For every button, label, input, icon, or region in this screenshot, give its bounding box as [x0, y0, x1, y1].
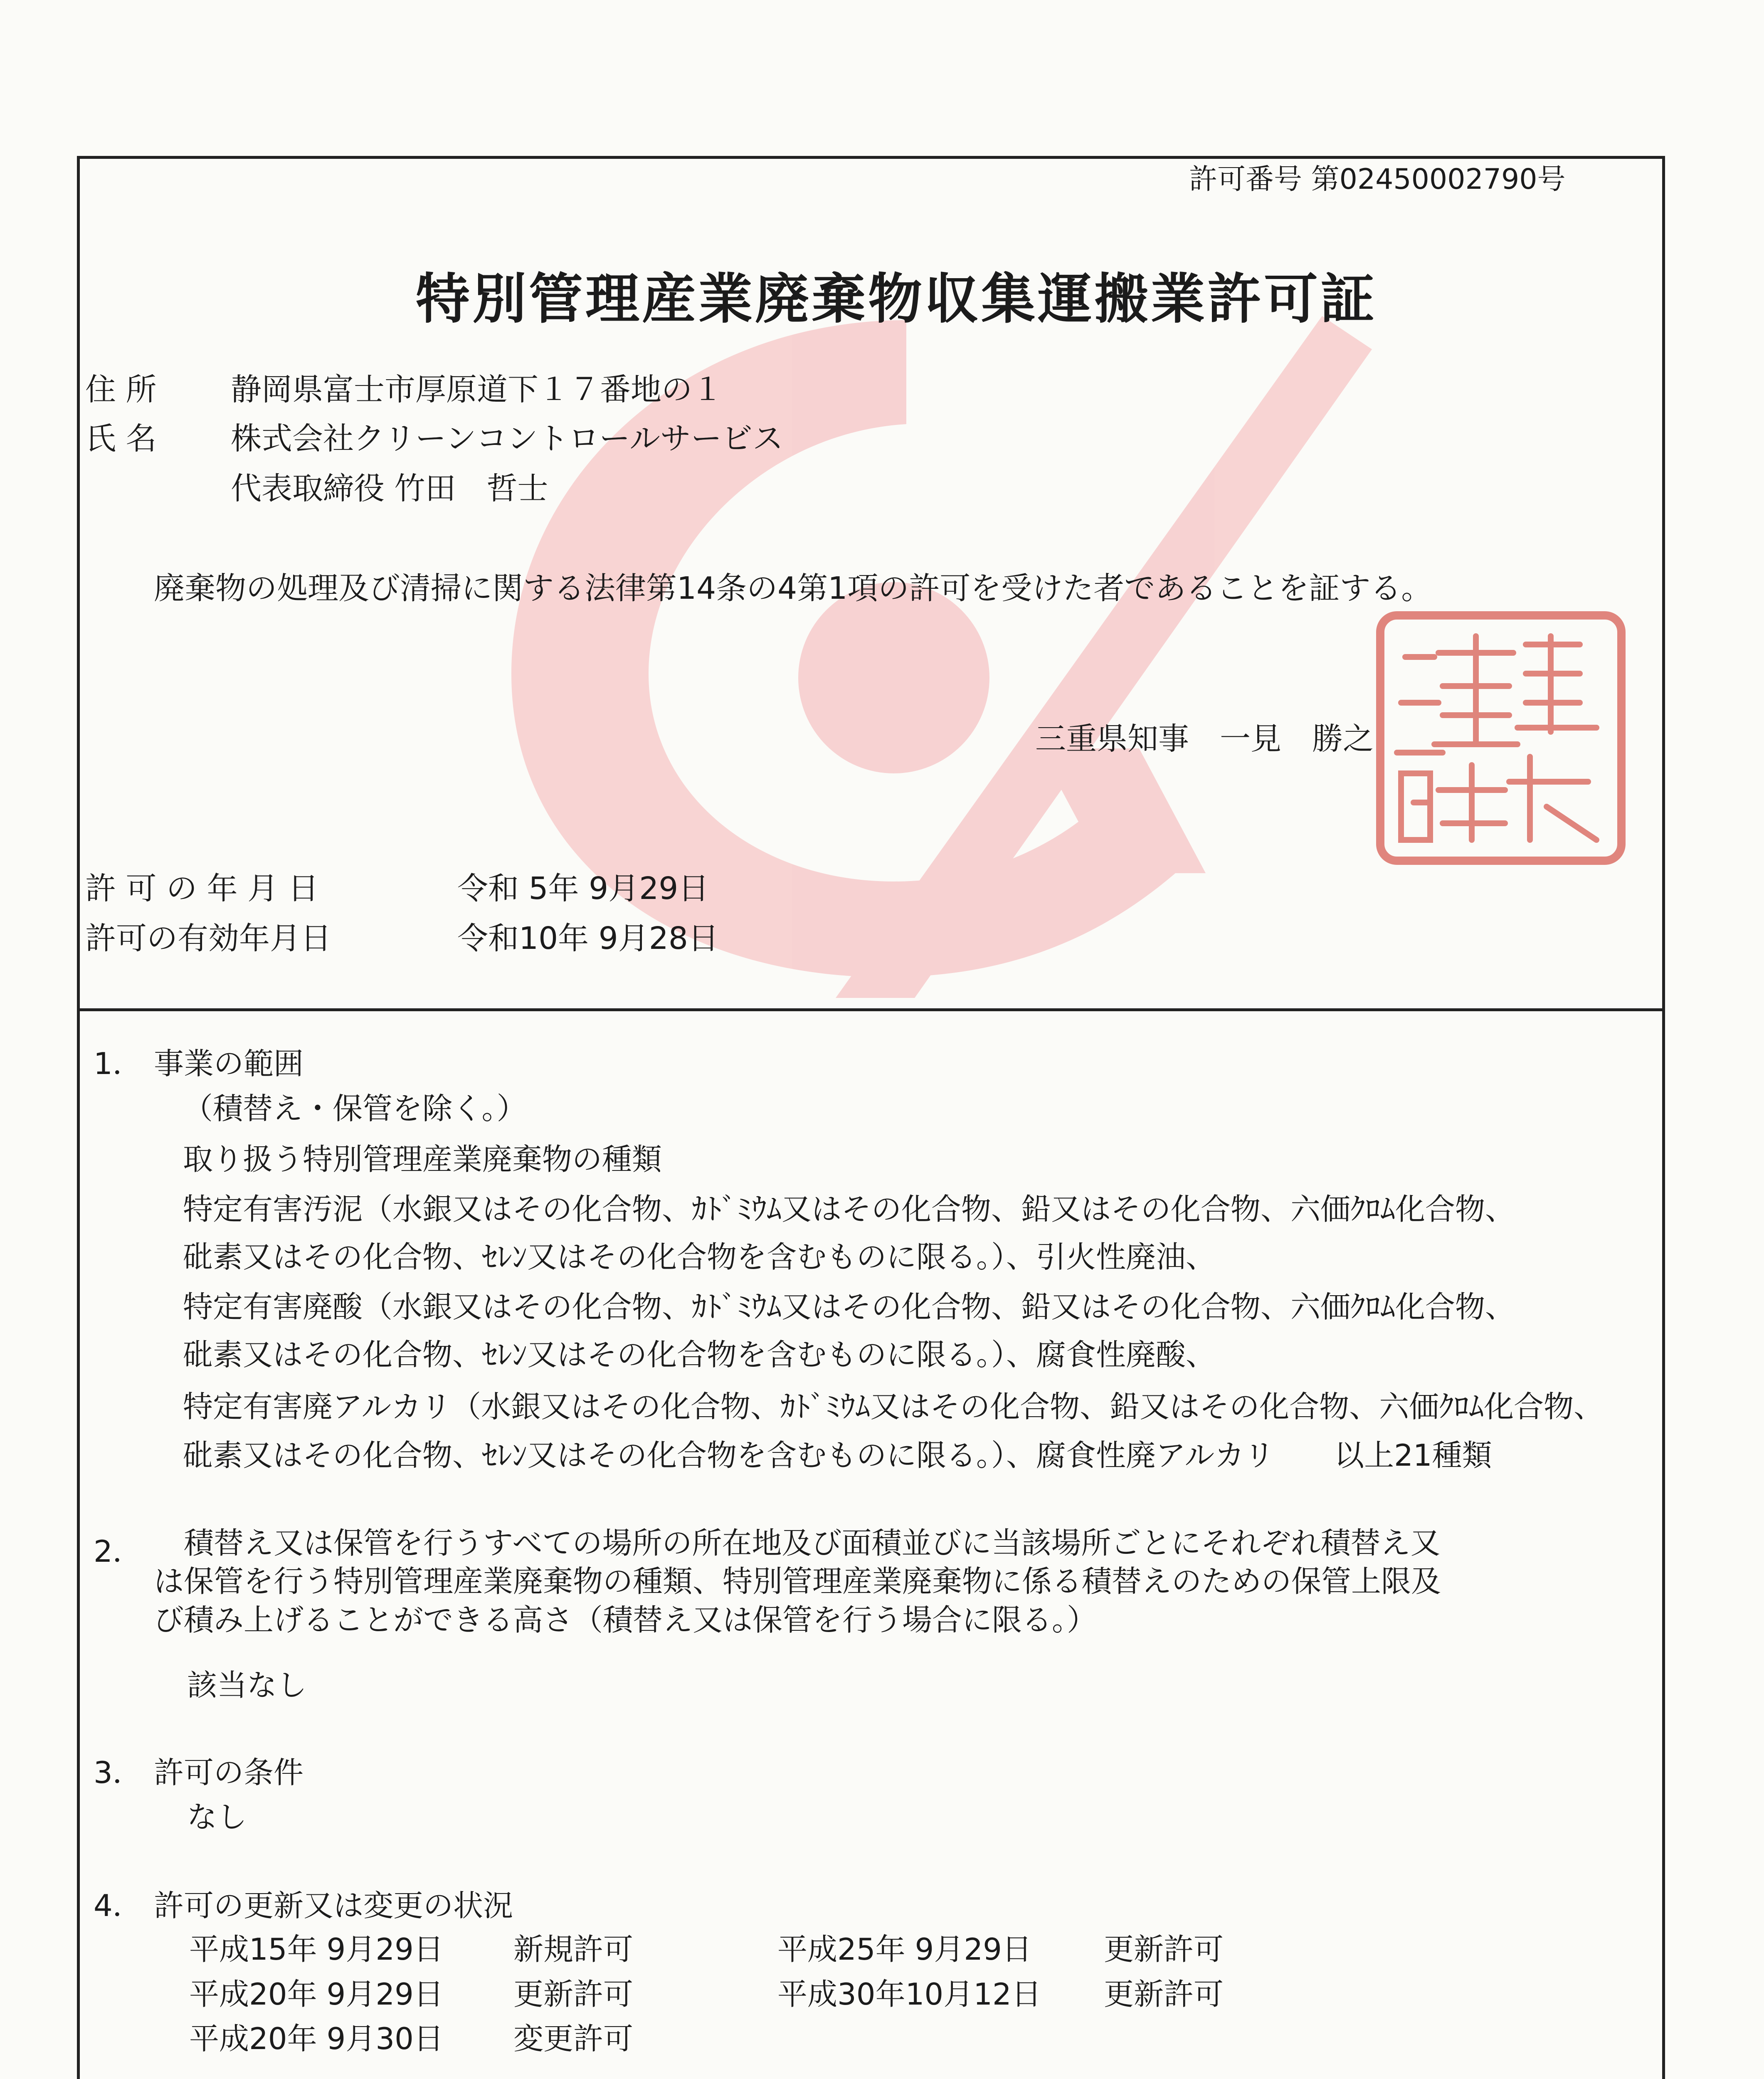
- history-date: 平成30年10月12日: [777, 1977, 1041, 2012]
- document-title: 特別管理産業廃棄物収集運搬業許可証: [416, 267, 1377, 331]
- issuer-name: 三重県知事 一見 勝之: [1035, 721, 1374, 757]
- history-type: 更新許可: [513, 1977, 634, 2012]
- history-type: 更新許可: [1104, 1932, 1224, 1967]
- section-2-line: 積替え又は保管を行うすべての場所の所在地及び面積並びに当該場所ごとにそれぞれ積替え又: [154, 1526, 1441, 1560]
- history-date: 平成25年 9月29日: [777, 1932, 1032, 1967]
- section-1-line: 特定有害廃酸（水銀又はその化合物、ｶﾄﾞﾐｳﾑ又はその化合物、鉛又はその化合物、六価ｸﾛﾑ化合物、: [183, 1289, 1515, 1324]
- address-label: 住 所: [85, 372, 157, 407]
- section-1-line: 砒素又はその化合物、ｾﾚﾝ又はその化合物を含むものに限る。）、引火性廃油、: [183, 1239, 1216, 1274]
- section-divider: [77, 1008, 1665, 1011]
- section-4-number: 4．: [94, 1888, 143, 1923]
- section-1-line: （積替え・保管を除く。）: [183, 1091, 527, 1126]
- company-name: 株式会社クリーンコントロールサービス: [231, 421, 784, 457]
- certification-text: 廃棄物の処理及び清掃に関する法律第14条の4第1項の許可を受けた者であることを証する。: [154, 570, 1432, 606]
- section-2-line: は保管を行う特別管理産業廃棄物の種類、特別管理産業廃棄物に係る積替えのための保管上限及: [154, 1564, 1441, 1599]
- section-1-line: 取り扱う特別管理産業廃棄物の種類: [183, 1142, 662, 1177]
- section-1-number: 1．: [94, 1046, 143, 1081]
- history-type: 更新許可: [1104, 1977, 1224, 2012]
- permit-date-label: 許 可 の 年 月 日: [85, 871, 319, 906]
- permit-date-value: 令和 5年 9月29日: [457, 871, 709, 906]
- section-3-value: なし: [187, 1800, 247, 1835]
- history-date: 平成15年 9月29日: [189, 1932, 444, 1967]
- section-2-number: 2．: [94, 1534, 143, 1569]
- section-1-line: 特定有害汚泥（水銀又はその化合物、ｶﾄﾞﾐｳﾑ又はその化合物、鉛又はその化合物、六価ｸﾛﾑ化合物、: [183, 1192, 1515, 1227]
- history-date: 平成20年 9月29日: [189, 1977, 444, 2012]
- section-3-number: 3．: [94, 1755, 143, 1790]
- expiry-date-value: 令和10年 9月28日: [457, 921, 719, 956]
- history-date: 平成20年 9月30日: [189, 2021, 444, 2056]
- expiry-date-label: 許可の有効年月日: [85, 921, 331, 956]
- section-1-line: 特定有害廃アルカリ（水銀又はその化合物、ｶﾄﾞﾐｳﾑ又はその化合物、鉛又はその化合物、六価ｸﾛﾑ化合物、: [183, 1389, 1604, 1424]
- official-seal: [1372, 607, 1630, 869]
- name-label: 氏 名: [85, 421, 157, 457]
- history-type: 新規許可: [513, 1932, 634, 1967]
- section-1-heading: 事業の範囲: [154, 1046, 304, 1081]
- section-4-heading: 許可の更新又は変更の状況: [154, 1888, 513, 1923]
- permit-number: 許可番号 第02450002790号: [1189, 163, 1566, 196]
- section-2-value: 該当なし: [187, 1668, 307, 1703]
- section-1-line: 砒素又はその化合物、ｾﾚﾝ又はその化合物を含むものに限る。）、腐食性廃酸、: [183, 1337, 1216, 1372]
- representative-name: 代表取締役 竹田 哲士: [231, 471, 548, 506]
- section-2-line: び積み上げることができる高さ（積替え又は保管を行う場合に限る。）: [154, 1602, 1097, 1637]
- section-1-line: 砒素又はその化合物、ｾﾚﾝ又はその化合物を含むものに限る。）、腐食性廃アルカリ 以上21種類: [183, 1438, 1492, 1473]
- history-type: 変更許可: [513, 2021, 634, 2056]
- section-3-heading: 許可の条件: [154, 1755, 304, 1790]
- address-value: 静岡県富士市厚原道下１７番地の１: [231, 372, 723, 407]
